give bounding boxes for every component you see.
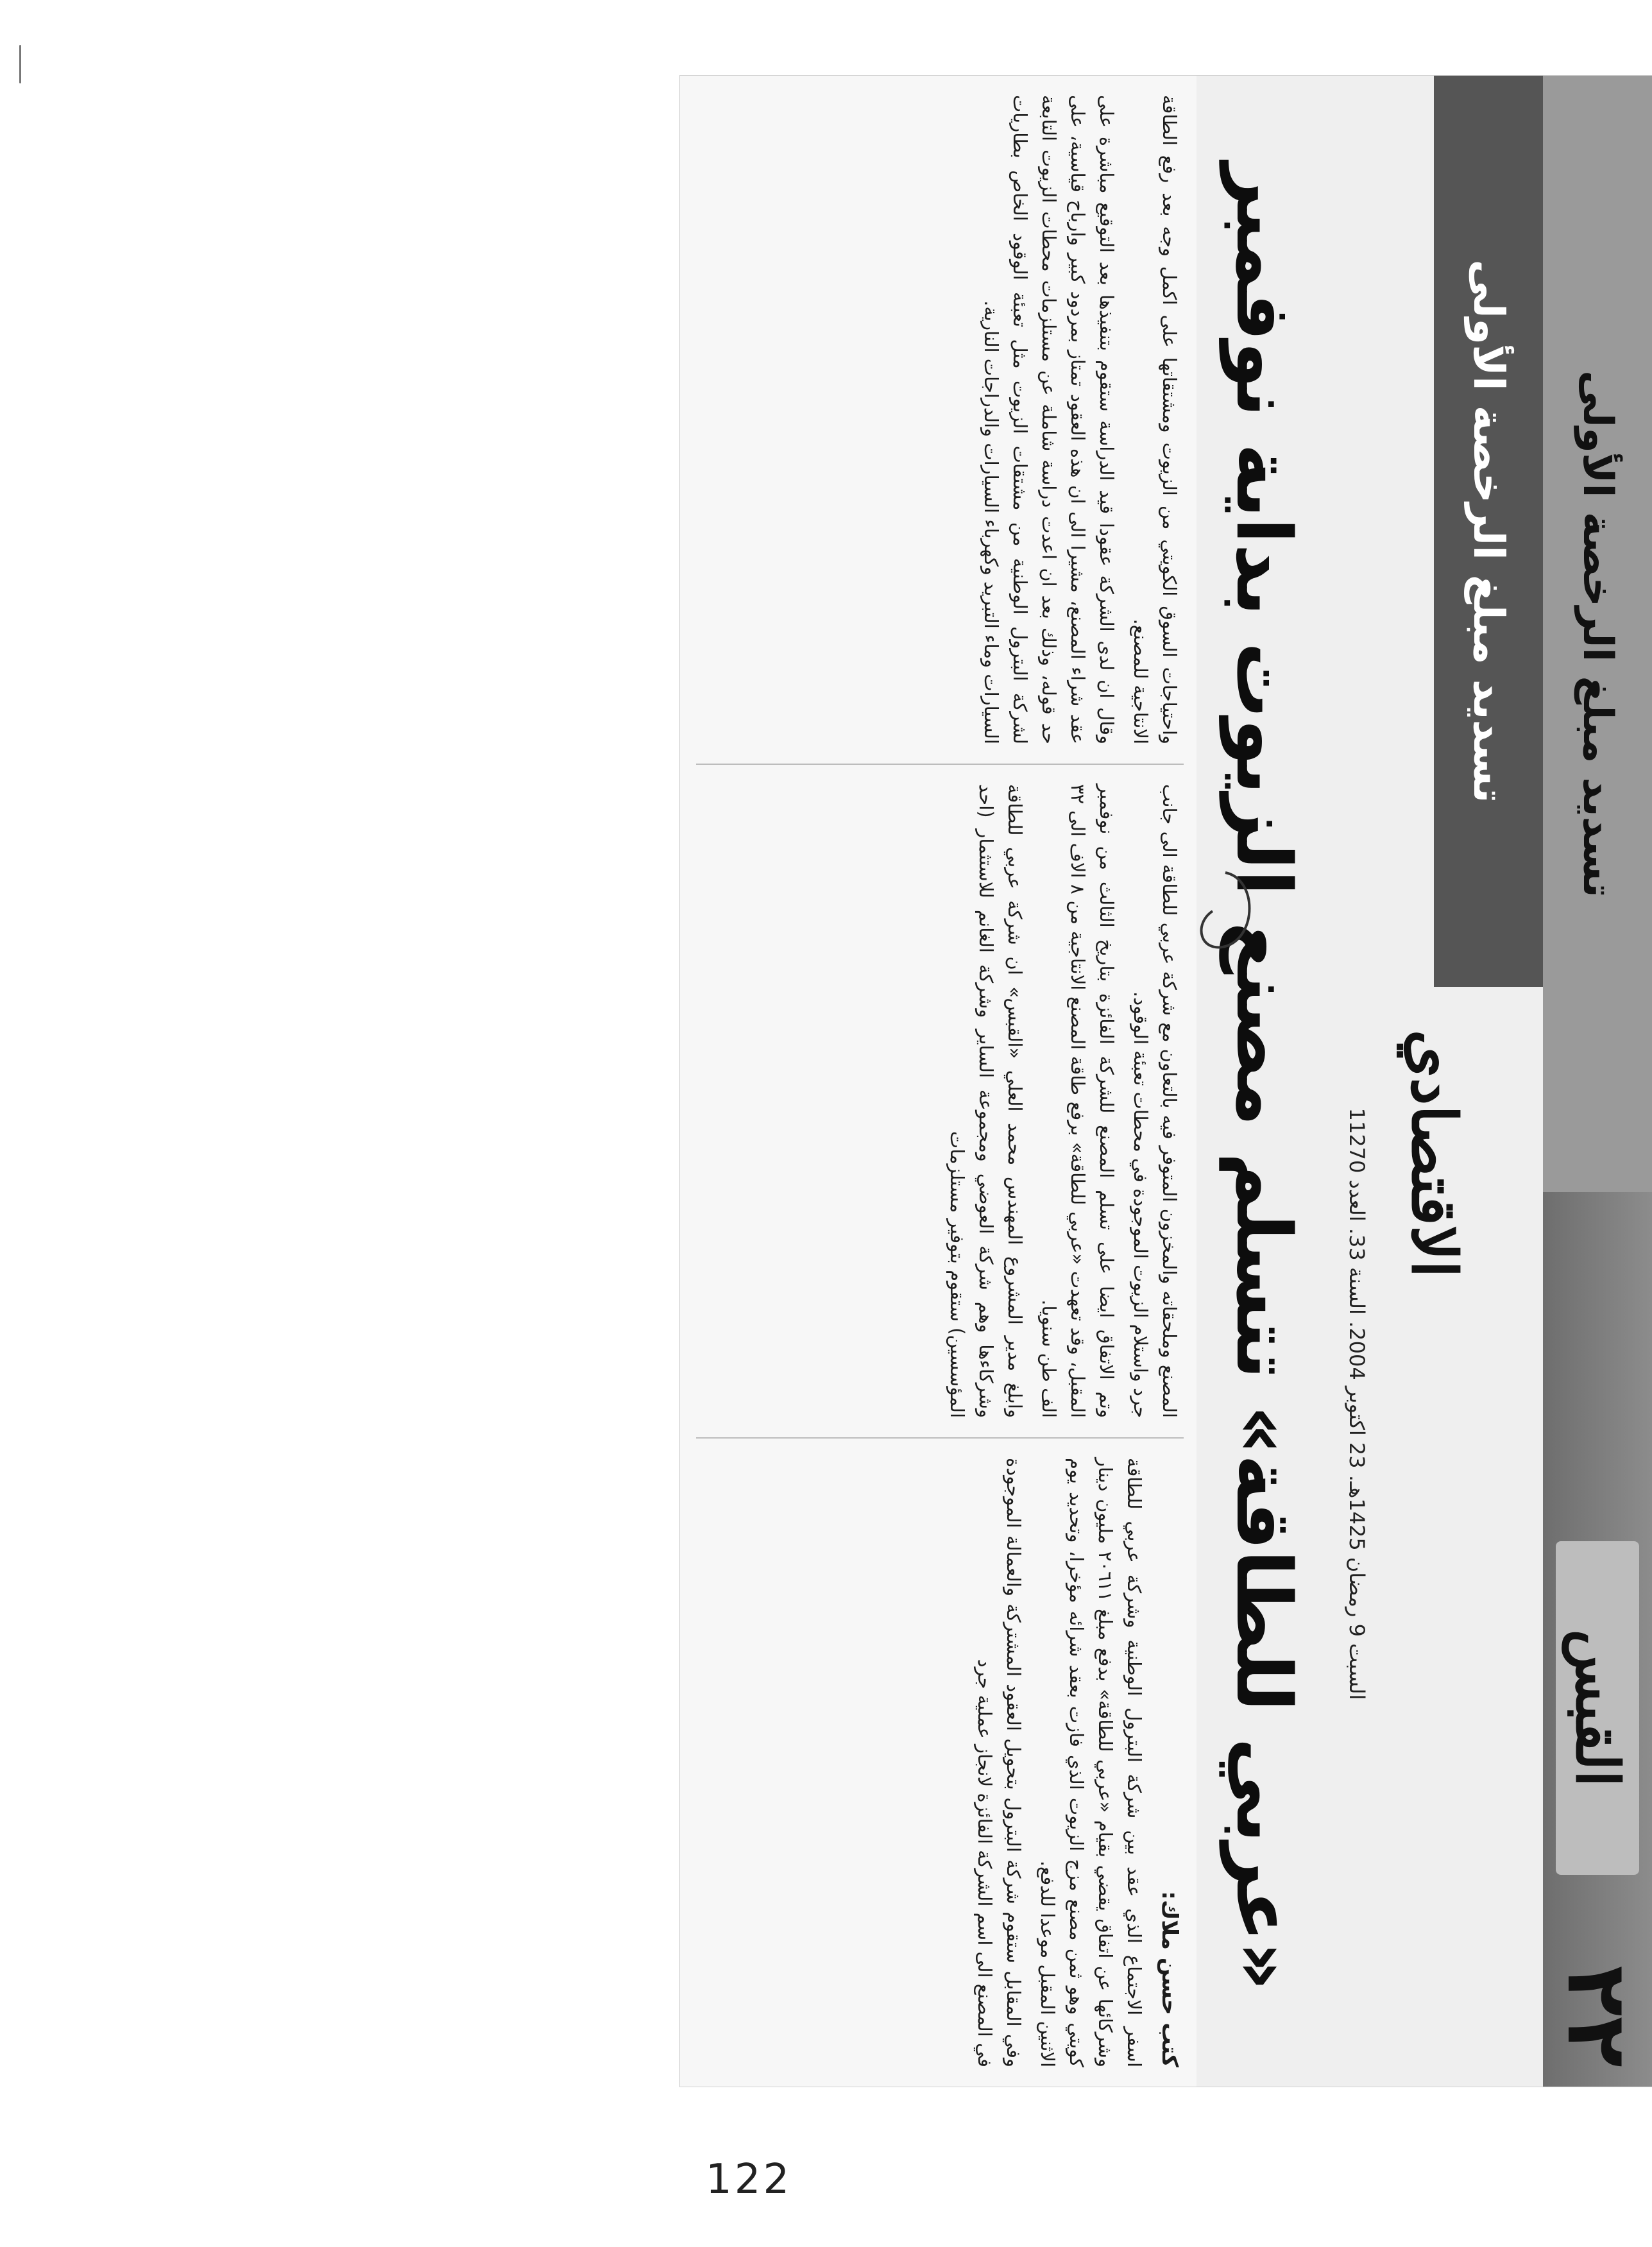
newspaper-clipping: [680, 76, 1652, 2087]
section-title: تسديد مبلغ الرخصة الأولى: [1543, 76, 1652, 1192]
dateline: السبت 9 رمضان 1425هـ. 23 اكتوبر 2004. السنة 33. العدد 11270: [1345, 1107, 1369, 1700]
pencil-annotation-icon: [1187, 866, 1264, 956]
paragraph: وقال ان لدى الشركة عقودا قيد الدراسة ستقوم بتنفيذها بعد التوقيع مباشرة على عقد شراء المصنع، مشيرا الى ان هذه العقود تمتاز بمردود كبير وارباح قياسية، على حد قوله، وذلك بعد ان اعدت دراسة شاملة عن مستلزمات محطات الزيوت التابعة لشركة البترول الوطنية من مشتقات الزيوت مثل تعبئة الوقود الخاص بطاريات السيارات وماء التبريد وكهرباء السيارات والدراجات النارية.: [980, 95, 1118, 744]
paragraph: المصنع وملحقاته والمخزون المتوفر فيه بالتعاون مع شركة عربي للطاقة الى جانب جرد واستلام الزيوت الموجودة في محطات تعبئة الوقود.: [1130, 784, 1180, 1418]
masthead-strip: [1543, 76, 1652, 2087]
paragraph: اسفر الاجتماع الذي عقد بين شركة البترول الوطنية وشركة عربي للطاقة وشركائها عن اتفاق يقضي بقيام «عربي للطاقة» بدفع مبلغ ٢٠٦١١ مليون دينار كويتي وهو ثمن مصنع مزج الزيوت الذي فازت بعقد شرائه مؤخرا، وتحديد يوم الاثنين المقبل موعدا للدفع.: [1037, 1458, 1145, 2067]
newspaper-logo: الاقتصادي: [1398, 1029, 1470, 1278]
paragraph: وابلغ مدير المشروع المهندس محمد العلي «القبس» ان شركة عربي للطاقة وشركاءها وهم شركة العوضي ومجموعة الساير وشركة الغانم للاستثمار (احد المؤسسين) ستقوم بتوفير مستلزمات: [946, 784, 1026, 1418]
byline: كتب حسن ملاك:: [1157, 1891, 1182, 2067]
paragraph: وفي المقابل ستقوم شركة البترول بتحويل العقود المشتركة والعمالة الموجودة في المصنع الى اسم الشركة الفائزة لانجاز عملية جرد: [974, 1458, 1025, 2067]
page-number: ٢٢: [1549, 1965, 1646, 2067]
article-body: [680, 76, 1196, 2087]
paragraph: واحتياجات السوق الكويتي من الزيوت ومشتقاتها على اكمل وجه بعد رفع الطاقة الانتاجية للمصنع.: [1130, 95, 1180, 744]
paragraph: وتم الاتفاق ايضا على تسلم المصنع للشركة الفائزة بتاريخ الثالث من نوفمبر المقبل، وقد تعهدت «عربي للطاقة» برفع طاقة المصنع الانتاجية من ٨ الاف الى ٣٢ الف طن سنويا.: [1038, 784, 1118, 1418]
headline: «عربي للطاقة» تتسلم مصنع الزيوت بداية نوفمبر: [1220, 162, 1308, 1991]
article-header: [1196, 76, 1543, 2087]
handwritten-page-number: 122: [706, 2156, 792, 2203]
publication-logo: القبس: [1556, 1541, 1639, 1875]
article-column: [696, 1439, 1184, 2087]
margin-pencil-mark: [19, 45, 21, 83]
article-column: [696, 765, 1184, 1439]
clipping-rotated-content: [680, 76, 1652, 2087]
section-title-banner: تسديد مبلغ الرخصة الأولى: [1434, 76, 1543, 987]
article-column: [696, 76, 1184, 765]
